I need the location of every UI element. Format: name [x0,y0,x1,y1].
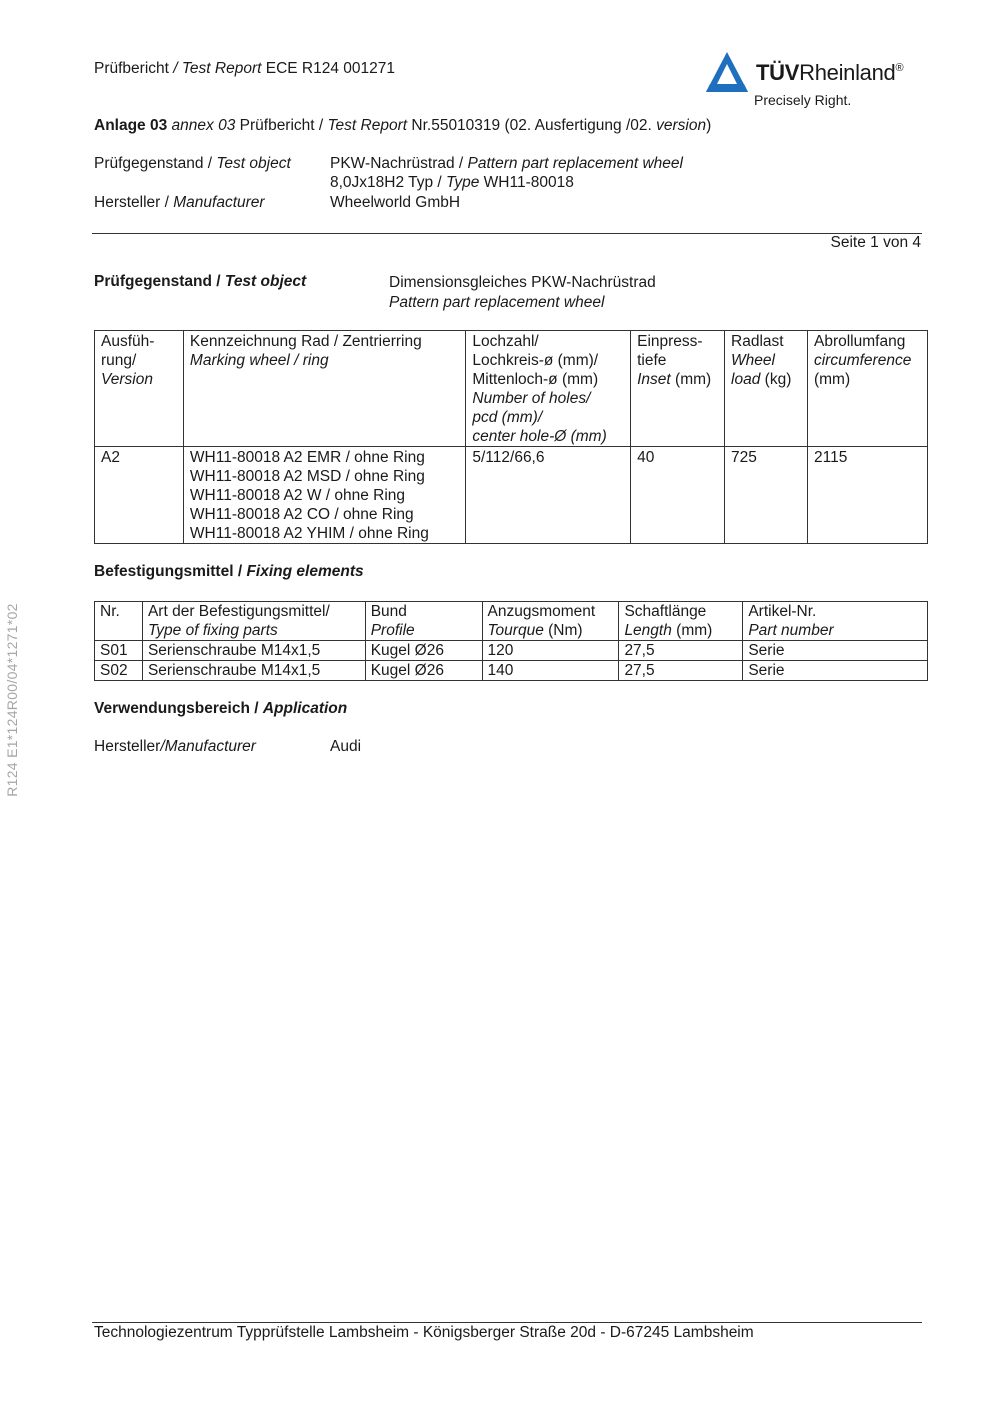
header-load: Radlast Wheel load (kg) [725,331,808,447]
header-nr: Nr. [95,602,143,641]
header-torque: Anzugsmoment Tourque (Nm) [482,602,619,641]
header-fixing-type: Art der Befestigungsmittel/ Type of fixing parts [142,602,365,641]
table-row [95,447,928,544]
fixing-section-title: Befestigungsmittel / Fixing elements [94,563,364,580]
header-inset: Einpress- tiefe Inset (mm) [631,331,725,447]
table-header-row [95,602,928,641]
table-header-row [95,331,928,447]
logo-wordmark: TÜVRheinland® [756,60,904,85]
cell-holes: 5/112/66,6 [466,447,631,544]
cell-load: 725 [725,447,808,544]
footer-address: Technologiezentrum Typprüfstelle Lambsheim - Königsberger Straße 20d - D-67245 Lambsheim [94,1324,754,1341]
test-object-section-label: Prüfgegenstand / Test object [94,273,307,290]
header-marking: Kennzeichnung Rad / Zentrierring Marking wheel / ring [183,331,465,447]
header-version: Ausfüh- rung/ Version [95,331,184,447]
application-manufacturer-value: Audi [330,738,362,755]
page-indicator: Seite 1 von 4 [830,234,921,251]
application-manufacturer-label: Hersteller/Manufacturer [94,738,256,755]
table-row: S01 Serienschraube M14x1,5 Kugel Ø26 120 27,5 Serie [95,641,928,661]
logo-tagline: Precisely Right. [754,92,852,108]
cell-circumference: 2115 [807,447,927,544]
cell-markings: WH11-80018 A2 EMR / ohne Ring WH11-80018 A2 MSD / ohne Ring WH11-80018 A2 W / ohne Ring WH11-80018 A2 CO / ohne Ring WH11-80018 A2 YHIM / ohne Ring [183,447,465,544]
report-title: Prüfbericht / Test Report ECE R124 001271 [94,60,396,77]
manufacturer-label: Hersteller / Manufacturer [94,194,265,211]
manufacturer-value: Wheelworld GmbH [330,194,461,211]
header-circumference: Abrollumfang circumference (mm) [807,331,927,447]
header-bund: Bund Profile [365,602,482,641]
header-part-number: Artikel-Nr. Part number [743,602,928,641]
header-length: Schaftlänge Length (mm) [619,602,743,641]
application-section-title: Verwendungsbereich / Application [94,700,348,717]
wheel-table [94,330,928,544]
tuv-rheinland-logo [704,50,924,114]
test-object-label: Prüfgegenstand / Test object [94,155,291,172]
table-row: S02 Serienschraube M14x1,5 Kugel Ø26 140 27,5 Serie [95,661,928,681]
footer-divider [92,1322,922,1323]
annex-line: Anlage 03 annex 03 Prüfbericht / Test Report Nr.55010319 (02. Ausfertigung /02. version) [94,117,712,134]
header-divider [92,233,922,234]
test-object-value: PKW-Nachrüstrad / Pattern part replacement wheel [330,155,683,172]
triangle-logo-icon [704,50,750,96]
fixing-table [94,601,928,681]
header-holes: Lochzahl/ Lochkreis-ø (mm)/ Mittenloch-ø (mm) Number of holes/ pcd (mm)/ center hole-Ø (mm) [466,331,631,447]
test-object-section-value: Dimensionsgleiches PKW-Nachrüstrad Pattern part replacement wheel [389,274,656,311]
side-approval-number: R124 E1*124R00/04*1271*02 [4,603,20,797]
cell-version: A2 [95,447,184,544]
type-line: 8,0Jx18H2 Typ / Type WH11-80018 [330,174,574,191]
cell-inset: 40 [631,447,725,544]
